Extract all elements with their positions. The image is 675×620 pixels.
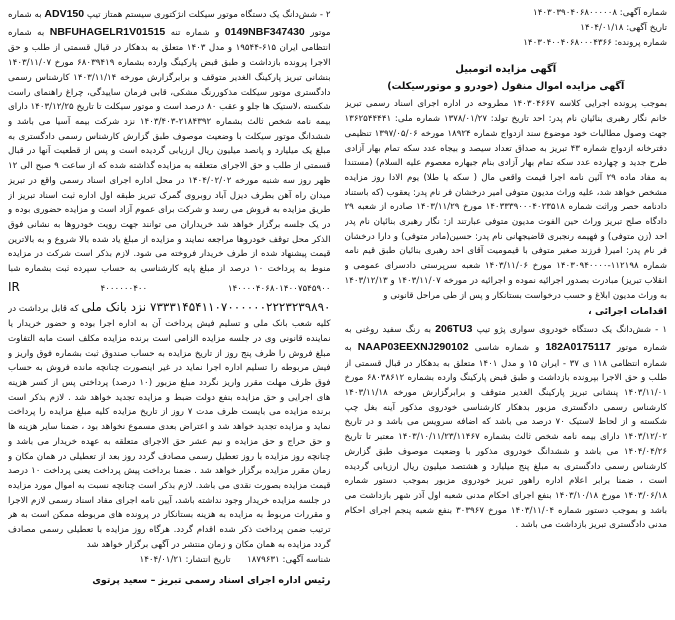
notice-meta: [345, 6, 668, 50]
moto-chassis-number: NBFUHAGELR1V01515: [49, 25, 166, 38]
moto-intro-text: ۲ - شش‌دانگ یک دستگاه موتور سیکلت انژکتوری سیستم همتاز تیپ: [86, 10, 331, 20]
car-engine-label: به رنگ سفید روغنی به شماره موتور: [344, 325, 667, 353]
moto-chassis-label: و شماره تنه: [170, 27, 220, 38]
paragraph-motorcycle: [8, 6, 331, 553]
car-chassis-label: و شماره شاسی: [474, 342, 540, 353]
section-heading: اقدامات اجرائی ،: [588, 306, 667, 318]
right-column: [345, 6, 668, 614]
notice-subtitle: آگهی مزایده اموال منقول (خودرو و موتورسیکلت): [387, 81, 625, 93]
car-details-text: به شماره انتظامی ۱۱۸ ی ۳۷ - ایران ۱۵ و مدل ۱۴۰۱ متعلق به بدهکار در قبال قسمتی از طلب و حق الاجرا بپرونده بازداشت و طبق قبض پارکینگ وارده بشماره ۶۸۰۳۸۶۱۲ مورخ ۱۴۰۳/۱۱/۰۱ پنشانی تبریز پارکینگ الغدیر متوقف و برابرگزارش مورخه ۱۴۰۳/۱۱/۱۸ کارشناس رسمی دادگستری مزبور بدهکار کارشناسی خودروی مذکور آینه بغل چپ شکسته و از لحاظ لاستیک ۷۰ درصد می باشد که اضافه سرویس می باشد و در تاریخ ۱۴۰۳/۱۲/۰۲ دارای بیمه نامه شخص ثالث بشماره ۱۴۰۳/۱۰/۱۱/۲۳/۱۱۴۶۷ معتبر تا تاریخ ۱۴۰۴/۰۴/۲۶ می باشد و ششدانگ خودروی مذکور با وضعیت موصوف طبق گزارش کارشناس رسمی دادگستری به مبلغ پنج میلیارد و هشتصد میلیون ریال ارزیابی گردیده است ، ضمنا برابر اعلام اداره راهور تبریز خودروی مزبور بموجب دستور شماره ۱۴۰۳/۰۶/۱۸ مورخ ۱۴۰۳/۱۰/۱۸ بنفع اجرای احکام مدنی شعبه اول آذر شهر بازداشت می باشد و بموجب دستور شماره ۱۴۰۳/۱۱/۰۴ مورخ ۳۰۳۹۶۷ بنفع شعبه پنجم اجرای احکام مدنی دادگستری تبریز بازداشت می باشد .: [344, 342, 667, 531]
notice-number: شماره آگهی: ۱۴۰۳۰۳۹۰۴۰۶۸۰۰۰۰۰۸: [533, 8, 667, 18]
publish-date: تاریخ انتشار: ۱۴۰۴/۰۱/۲۱: [139, 554, 231, 565]
moto-model: ADV150: [44, 8, 85, 20]
car-model: 206TU3: [435, 323, 473, 336]
file-number: شماره پرونده: ۱۴۰۳۰۴۰۰۴۰۶۸۰۰۰۴۳۶۶: [523, 37, 667, 48]
notice-columns: [8, 6, 667, 614]
car-intro-text: ۱ - شش‌دانگ یک دستگاه خودروی سواری پژو تیپ: [476, 325, 667, 336]
sheba-account-line: IR ۷۳۳۳۱۴۵۴۱۱۰۷۰۰۰۰۰۰۲۲۲۳۲۳۹۸۹۰ نزد بانک ملی: [8, 279, 331, 314]
signature-line: رئیس اداره اجرای اسناد رسمی تبریز – سعید پرتوی: [92, 575, 331, 587]
car-chassis-number: NAAP03EEXNJ290102: [357, 340, 469, 353]
moto-engine-label: به شماره موتور: [8, 10, 331, 38]
moto-engine-number: 0149NBF347430: [224, 25, 305, 38]
paragraph-car: [345, 321, 668, 533]
notice-id: شناسه آگهی: ۱۸۷۹۶۳۱: [247, 554, 331, 565]
notice-date: تاریخ آگهی: ۱۴۰۴/۰۱/۱۸: [580, 22, 667, 33]
moto-details-text: به شماره انتظامی ایران ۶۱۵-۱۹۵۴۴ و مدل ۱۴۰۳ متعلق به بدهکار در قبال قسمتی از طلب و حق الاجرا پرونده بازداشت و طبق قبض پارکینگ وارده بشماره ۶۸۰۳۹۴۱۹ مورخ ۱۴۰۳/۱۱/۰۷ بنشانی تبریز پارکینگ الغدیر متوقف و برابرگزارش مورخه ۱۴۰۳/۱۱/۱۴ کارشناس رسمی دادگستری موتور سیکلت مذکوررنگ مشکی، قابی فرمان ساییدگی، چراغ راهنمای راست شکسته ،لاستیک ها جلو و عقب ۸۰ درصد است و موتور سیکلت تا تاریخ ۱۴۰۳/۱۲/۲۵ دارای بیمه نامه شخص ثالث بشماره ۲۱۸۴۳۹۲-۱۴۰۳/۴۰۳ نزد شرکت بیمه آسیا می باشد و ششدانگ موتور سیکلت با وضعیت موصوف طبق گزارش کارشناس رسمی دادگستری به مبلغ یک میلیارد و پانصد میلیون ریال ارزیابی گردیده است و پس از قطعیت آنها در قبال قسمتی از طلب و حق الاجرای متعلقه به مزایده گذاشته شده که از ساعت ۹ صبح الی ۱۲ ظهر روز سه شنبه مورخه ۱۴۰۴/۰۲/۰۲ در محل اداره اجرای اسناد رسمی واقع در تبریز میدان راه آهن بطرف دیزل آباد روبروی گمرک تبریز طبقه اول اداره ثبت اسناد تبریز از طریق مزایده به فروش می رسد و شرکت برای عموم آزاد است و مزایده حضوری بوده و در یک جلسه برگزار خواهد شد خریداران می توانند جهت رویت خودروها به نشانی فوق الذکر محل توقف خودروها مراجعه نمایند و مزایده از مبلغ یاد شده بالا شروع و به بالاترین قیمت پیشنهاد شده از طرف خریدار فروخته می شود. لازم بذکر است شرکت در مزایده منوط به پرداخت ۱۰ درصد از مبلغ پایه کارشناسی به حساب سپرده ثبت بشماره شبا ۱۴۰۰۰۰۴۰۶۸۰۱۴۰۰۷۵۴۵۹۰۰ ۴۰۰۰۰۰۰۴۰۰: [8, 27, 331, 294]
car-engine-number: 182A0175117: [545, 340, 611, 353]
auction-terms-text: که قابل برداشت در کلیه شعب بانک ملی و تسلیم فیش پرداخت آن به اداره اجرا بوده و حضور خریدار یا نماینده قانونی وی در جلسه مزایده الزامی است برنده مزایده مکلف است مابه التفاوت مبلغ فروش را ظرف پنج روز از تاریخ مزایده به حساب صندوق ثبت بشماره فوق واریز و فیش مربوطه را تسلیم اداره اجرا نماید در غیر اینصورت چنانچه مانده فروش به حساب فوق ظرف مهلت مقرر واریز نگردد مبلغ مزبور (۱۰ درصد) پرداختی پس از کسر هزینه های اجرایی و حق مزایده بنفع دولت ضبط و مزایده تجدید خواهد شد . لازم بذکر است برنده مزایده می بایست ظرف مدت ۷ روز از تاریخ مزایده کلیه مبلغ مزایده را پرداخت نماید و مزایده تجدید خواهد شد و اعتراض بعدی مسموع نخواهد بود ، ضمنا سایر هزینه ها و حق حراج و حق مزایده و نیم عشر حق الاجرای متعلقه به عهده خریدار می باشد و چنانچه روز مزایده با روز تعطیل رسمی مصادف گردد روز بعد از تعطیلی در همان مکان و زمان مقرر مزایده برگزار خواهد شد . ضمنا برداخت پیش پرداخت یعنی پرداخت ۱۰ درصد قیمت مزایده بصورت نقدی می باشد. لازم بذکر است چنانچه نسبت به اموال مورد مزایده در جلسه مزایده خریدار وجود نداشته باشد، آیین نامه اجرای مفاد اسناد رسمی لازم الاجرا و مقررات مربوط به مزایده به هزینه بستانکار در پرونده های مربوطه ممکن است به هر ترتیب ضمن پرداخت ذکر شده اقدام گردد. هرگاه روز مزایده با تعطیلی رسمی مصادف گردد مزایده به همان مکان و زمان منتشر در آگهی برگزار خواهد شد: [8, 303, 331, 550]
notice-title: آگهی مزایده اتومبیل: [455, 64, 557, 76]
paragraph-execution: بموجب پرونده اجرایی کلاسه ۱۴۰۳۰۴۶۶۷ مطروحه در اداره اجرای اسناد رسمی تبریز خانم نگار رهبری بنائیان نام پدر: احد تاریخ تولد: ۱۳۷۸/۰۱/۲۷ شماره ملی: ۱۳۶۲۵۴۴۴۴۱ جهت وصول مطالبات خود موضوع سند ازدواج شماره ۱۸۹۲۴ مورخه ۱۳۹۷/۰۵/۰۶ تنظیمی دفترخانه ازدواج شماره ۴۳ تبریز به صداق تعداد سیصد و بیجاه عدد سکه تمام بهار آزادی طرح جدید و چهارده عدد سکه تمام بهار آزادی بنام جیهاره معصوم علیه السلام) (مستندا به مفاد ماده ۲۹ آئین نامه اجرا قیمت واقعی مال ( سکه یا طلا) یوم الادا روز مزایده مشخص خواهد شد، علیه وراث مدیون متوفی امیر درخشان فر نام پدر: یعقوب (که باستناد دادنامه حصر وراثت شماره ۱۴۰۳۳۳۹۰۰۰۴۰۲۳۵۱۸ مورخ ۱۴۰۳/۱۱/۲۹ صادره از شعبه ۲۹ دادگاه صلح تبریز وراث حین الفوت مدیون متوفی عبارتند از: نگار رهبری بنائیان نام پدر احد (زن متوفی) و فهیمه رنجبری قاضیجهانی نام پدر: حسین(مادر متوفی) و دارا درخشان فر نام پدر: امیر( فرزند صغیر متوفی با قیمومیت آقای احد رهبری بنائیان طبق قیم نامه شماره ۱۱۲۱۹۸-۱۴۰۳۰۹۴۰۰۰۰ مورخ ۱۴۰۳/۱۱/۰۶ شعبه سرپرستی دادسرای عمومی و انقلاب تبریز) مبادرت بصدور اجرائیه نموده و اجرائیه در مورخه ۱۴۰۳/۱۱/۰۷ و ۱۴۰۳/۱۲/۱۳ به وراث مدیون ابلاغ و حسب درخواست بستانکار و پس از طی مراحل قانونی و: [344, 99, 667, 301]
publish-info: [8, 553, 331, 568]
left-column: [8, 6, 331, 614]
